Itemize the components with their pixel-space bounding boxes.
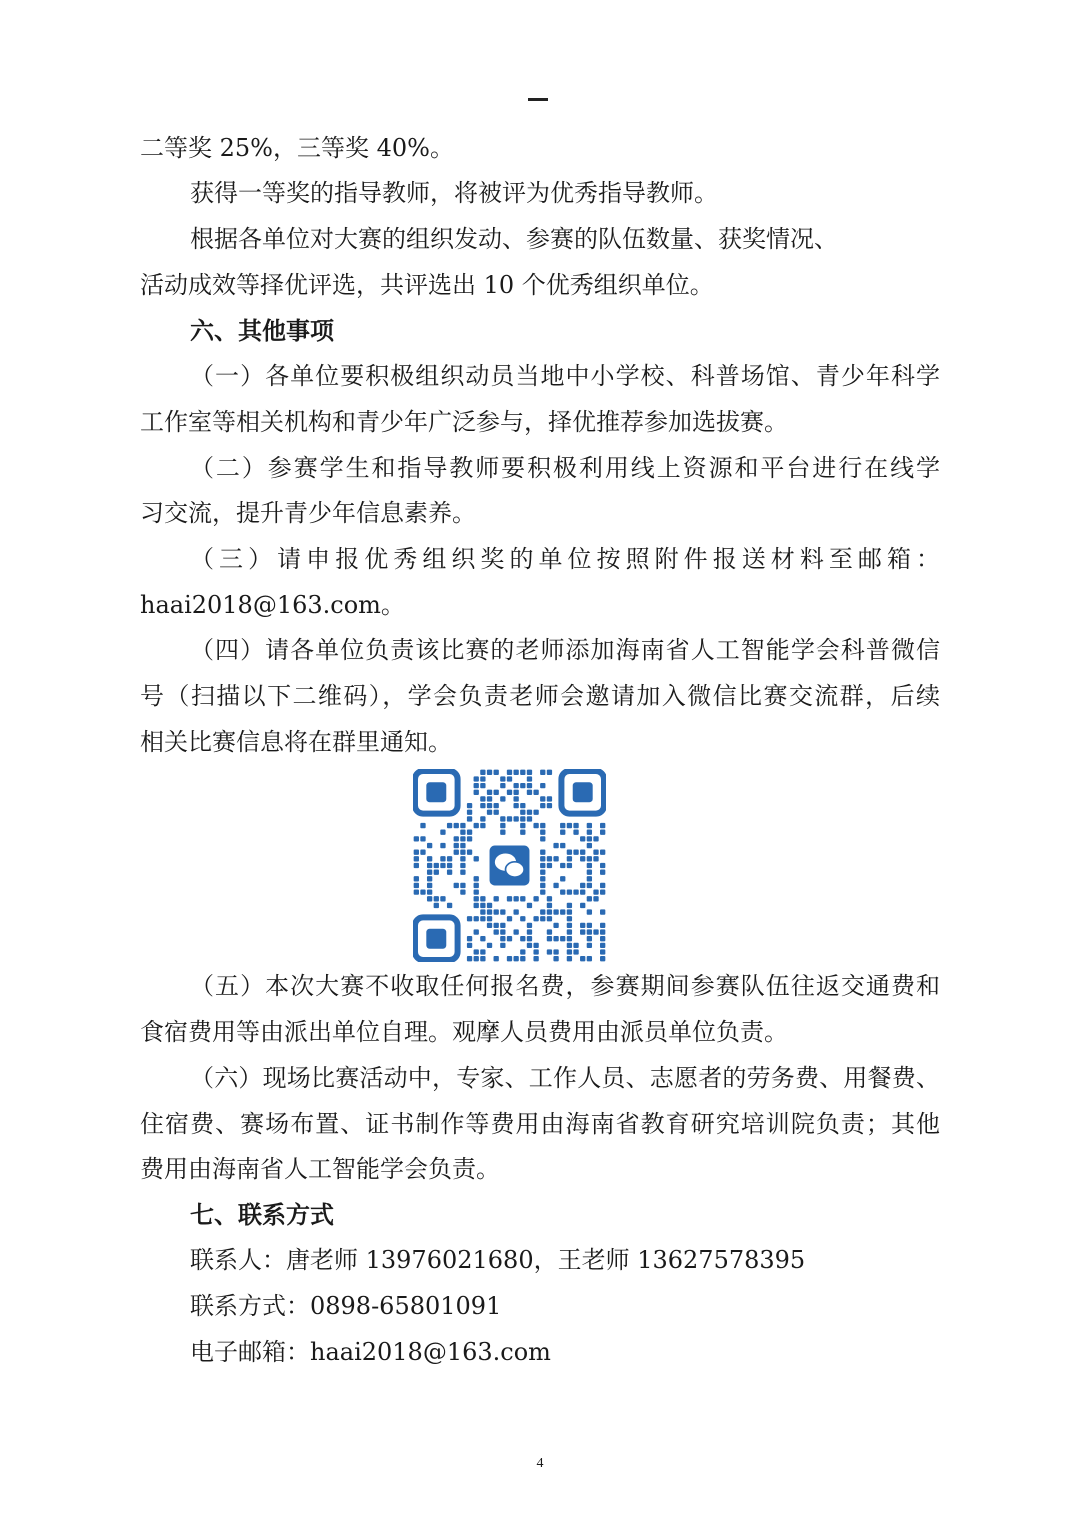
wechat-logo-icon bbox=[486, 842, 533, 889]
section6-item1-line1: （一）各单位要积极组织动员当地中小学校、科普场馆、青少年科学 bbox=[190, 362, 940, 390]
finder-top-left bbox=[415, 771, 458, 814]
contact-persons: 联系人：唐老师 13976021680，王老师 13627578395 bbox=[190, 1246, 806, 1274]
awards-line-1: 二等奖 25%，三等奖 40%。 bbox=[140, 134, 454, 162]
contact-email: 电子邮箱：haai2018@163.com bbox=[190, 1338, 551, 1366]
section6-item4-line3: 相关比赛信息将在群里通知。 bbox=[140, 728, 452, 756]
section6-item6-line1: （六）现场比赛活动中，专家、工作人员、志愿者的劳务费、用餐费、 bbox=[190, 1064, 940, 1092]
section6-item1-line2: 工作室等相关机构和青少年广泛参与，择优推荐参加选拔赛。 bbox=[140, 408, 788, 436]
section6-item3-line1: （三）请申报优秀组织奖的单位按照附件报送材料至邮箱： bbox=[190, 545, 940, 573]
awards-line-3: 根据各单位对大赛的组织发动、参赛的队伍数量、获奖情况、 bbox=[190, 225, 838, 253]
page-number: 4 bbox=[536, 1456, 544, 1471]
section6-item5-line1: （五）本次大赛不收取任何报名费，参赛期间参赛队伍往返交通费和 bbox=[190, 972, 940, 1000]
section6-item4-line2: 号（扫描以下二维码），学会负责老师会邀请加入微信比赛交流群，后续 bbox=[140, 682, 940, 710]
section7-title: 七、联系方式 bbox=[190, 1200, 334, 1229]
section6-item4-line1: （四）请各单位负责该比赛的老师添加海南省人工智能学会科普微信 bbox=[190, 636, 940, 664]
header-dash bbox=[528, 98, 548, 101]
section6-item2-line2: 习交流，提升青少年信息素养。 bbox=[140, 499, 476, 527]
section6-item6-line2: 住宿费、赛场布置、证书制作等费用由海南省教育研究培训院负责；其他 bbox=[140, 1110, 940, 1138]
awards-line-2: 获得一等奖的指导教师，将被评为优秀指导教师。 bbox=[190, 179, 718, 207]
section6-item6-line3: 费用由海南省人工智能学会负责。 bbox=[140, 1155, 500, 1183]
section6-item5-line2: 食宿费用等由派出单位自理。观摩人员费用由派员单位负责。 bbox=[140, 1018, 788, 1046]
awards-line-4: 活动成效等择优评选，共评选出 10 个优秀组织单位。 bbox=[140, 271, 714, 299]
section6-item2-line1: （二）参赛学生和指导教师要积极利用线上资源和平台进行在线学 bbox=[190, 454, 940, 482]
section6-item3-line2: haai2018@163.com。 bbox=[140, 591, 405, 619]
section6-title: 六、其他事项 bbox=[190, 316, 334, 345]
wechat-qr-code bbox=[413, 769, 606, 962]
finder-top-right bbox=[561, 771, 604, 814]
contact-phone: 联系方式：0898-65801091 bbox=[190, 1292, 502, 1320]
finder-bottom-left bbox=[415, 917, 458, 960]
